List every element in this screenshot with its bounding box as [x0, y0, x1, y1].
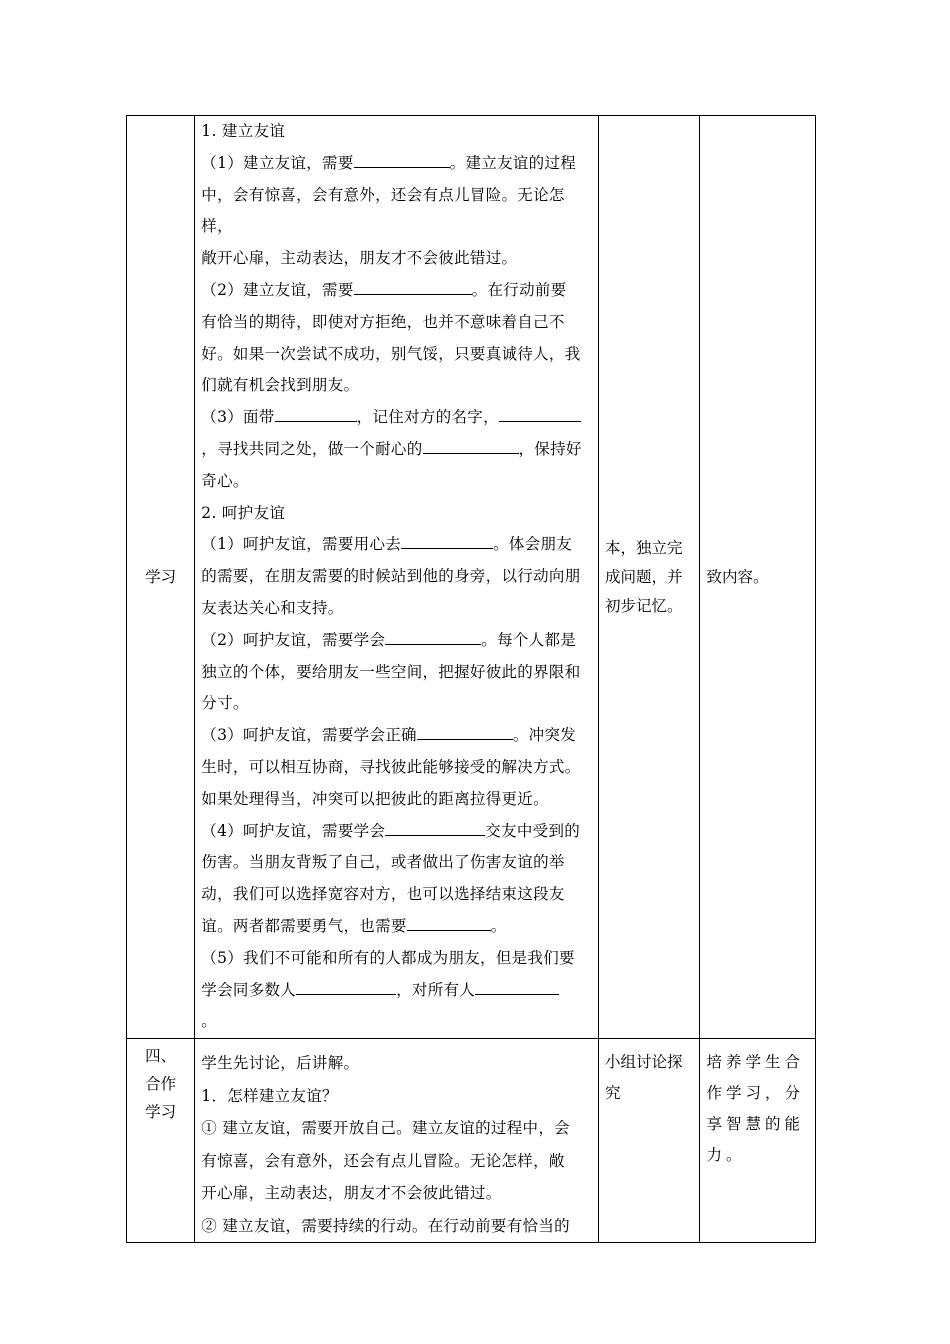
- fill-blank[interactable]: [417, 722, 513, 740]
- fill-blank[interactable]: [275, 404, 357, 422]
- student-activity-text: 本，独立完: [605, 538, 683, 557]
- text: ① 建立友谊，需要开放自己。建立友谊的过程中，会: [201, 1119, 570, 1138]
- content-cell: [195, 116, 599, 1039]
- text: 奇心。: [201, 471, 249, 490]
- fill-blank[interactable]: [475, 977, 559, 995]
- text: 。建立友谊的过程: [449, 153, 577, 172]
- text: 学生先讨论，后讲解。: [201, 1054, 360, 1073]
- section-label: 学习: [145, 1103, 177, 1122]
- text: ② 建立友谊，需要持续的行动。在行动前要有恰当的: [201, 1216, 570, 1235]
- text: ，寻找共同之处，做一个耐心的: [201, 439, 423, 458]
- fill-blank[interactable]: [423, 436, 519, 454]
- text: 中，会有惊喜，会有意外，还会有点儿冒险。无论怎样，: [201, 185, 565, 236]
- lesson-table: [126, 115, 816, 1243]
- question-heading: 1．怎样建立友谊？: [201, 1086, 338, 1105]
- text: 。体会朋友: [493, 535, 573, 554]
- text: ，对所有人: [396, 980, 476, 999]
- student-activity-text: 小组讨论探: [605, 1053, 683, 1072]
- section-label: 四、: [145, 1047, 177, 1066]
- text: （3）面带: [201, 408, 275, 427]
- text: 。在行动前要: [471, 280, 567, 299]
- text: 伤害。当朋友背叛了自己，或者做出了伤害友谊的举: [201, 853, 565, 872]
- section-label-cell: [127, 116, 195, 1039]
- text: （1）建立友谊，需要: [201, 153, 354, 172]
- content-cell: [195, 1039, 599, 1243]
- fill-blank[interactable]: [499, 404, 581, 422]
- text: 如果处理得当，冲突可以把彼此的距离拉得更近。: [201, 789, 549, 808]
- fill-blank[interactable]: [385, 818, 485, 836]
- text: 学会同多数人: [201, 980, 297, 999]
- student-activity-text: 成问题，并: [605, 567, 683, 586]
- text: （1）呵护友谊，需要用心去: [201, 535, 402, 554]
- text: （2）呵护友谊，需要学会: [201, 630, 386, 649]
- text: 。冲突发: [512, 726, 577, 745]
- text: 独立的个体，要给朋友一些空间，把握好彼此的界限和: [201, 662, 581, 681]
- text: （5）我们不可能和所有的人都成为朋友，但是我们要: [201, 948, 575, 967]
- fill-blank[interactable]: [354, 150, 450, 168]
- design-intent-cell: [700, 1039, 816, 1243]
- text: 有恰当的期待，即使对方拒绝，也并不意味着自己不: [201, 312, 565, 331]
- student-activity-text: 究: [605, 1084, 621, 1103]
- table-row: [127, 116, 816, 1039]
- text: ，记住对方的名字，: [356, 408, 499, 427]
- text: 动，我们可以选择宽容对方，也可以选择结束这段友: [201, 885, 565, 904]
- text: 开心扉，主动表达，朋友才不会彼此错过。: [201, 1184, 502, 1203]
- section-label: 学习: [145, 568, 177, 587]
- text: 。: [201, 1012, 218, 1031]
- text: ，保持好: [518, 439, 582, 458]
- text: （3）呵护友谊，需要学会正确: [201, 726, 417, 745]
- heading-protect-friendship: 2. 呵护友谊: [201, 503, 286, 522]
- text: 谊。两者都需要勇气，也需要: [201, 916, 407, 935]
- text: 分寸。: [201, 694, 249, 713]
- fill-blank[interactable]: [296, 977, 396, 995]
- text: 们就有机会找到朋友。: [201, 376, 360, 395]
- text: （4）呵护友谊，需要学会: [201, 821, 386, 840]
- text: 。每个人都是: [481, 630, 577, 649]
- text: 。: [490, 916, 507, 935]
- design-intent-text: 享智慧的能: [706, 1115, 804, 1134]
- design-intent-text: 作学习，分: [706, 1084, 804, 1103]
- fill-blank[interactable]: [407, 913, 491, 931]
- text: 交友中受到的: [485, 821, 581, 840]
- design-intent-text: 培养学生合: [706, 1053, 804, 1072]
- text: 有惊喜，会有意外，还会有点儿冒险。无论怎样，敞: [201, 1151, 565, 1170]
- text: 生时，可以相互协商，寻找彼此能够接受的解决方式。: [201, 757, 581, 776]
- fill-blank[interactable]: [385, 627, 481, 645]
- heading-build-friendship: 1. 建立友谊: [201, 122, 286, 140]
- design-intent-cell: [700, 116, 816, 1039]
- fill-blank[interactable]: [401, 531, 493, 549]
- section-label: 合作: [145, 1075, 177, 1094]
- student-activity-cell: [599, 116, 700, 1039]
- text: 敞开心扉，主动表达，朋友才不会彼此错过。: [201, 249, 518, 268]
- design-intent-text: 力。: [706, 1146, 746, 1165]
- text: 的需要，在朋友需要的时候站到他的身旁，以行动向朋: [201, 567, 581, 586]
- fill-blank[interactable]: [354, 277, 472, 295]
- design-intent-text: 致内容。: [706, 567, 769, 586]
- text: 友表达关心和支持。: [201, 598, 344, 617]
- student-activity-cell: [599, 1039, 700, 1243]
- table-row: [127, 1039, 816, 1243]
- student-activity-text: 初步记忆。: [605, 596, 683, 615]
- section-label-cell: [127, 1039, 195, 1243]
- text: 好。如果一次尝试不成功，别气馁，只要真诚待人，我: [201, 344, 581, 363]
- text: （2）建立友谊，需要: [201, 280, 354, 299]
